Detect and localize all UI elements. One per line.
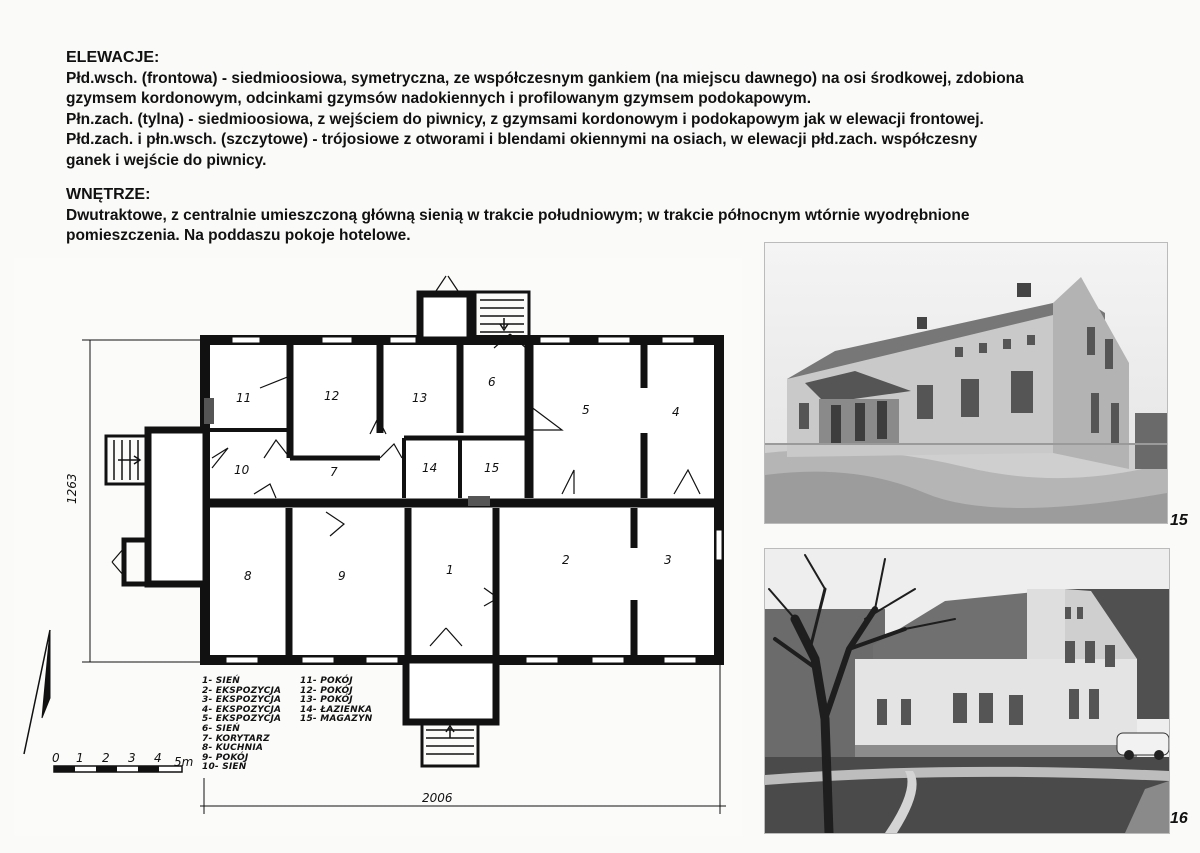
wnetrze-heading: WNĘTRZE:	[66, 186, 151, 203]
room-number: 1	[446, 563, 454, 577]
photo-number: 15	[1170, 512, 1188, 529]
legend-item: 5- EKSPOZYCJA	[202, 714, 282, 725]
legend-item: 15- MAGAZYN	[300, 714, 373, 725]
room-number: 7	[330, 465, 338, 479]
legend-item: 12- POKÓJ	[300, 685, 353, 696]
room-number: 15	[484, 461, 500, 475]
legend-item: 13- POKÓJ	[300, 695, 353, 706]
text-line: Płd.zach. i płn.wsch. (szczytowe) - trójosiowe z otworami i blendami okiennymi na osiach, w elewacji płd.zach. współczesny	[66, 131, 978, 148]
legend-item: 4- EKSPOZYCJA	[202, 704, 282, 715]
room-number: 12	[324, 389, 340, 403]
legend-item: 7- KORYTARZ	[202, 733, 270, 744]
room-number: 14	[422, 461, 438, 475]
description-text	[66, 48, 1126, 247]
legend-item: 14- ŁAZIENKA	[300, 704, 373, 715]
photo-building-rear	[764, 242, 1168, 524]
room-number: 11	[236, 391, 252, 405]
scale-label: 3	[128, 751, 136, 765]
room-number: 2	[562, 553, 570, 567]
room-number: 8	[244, 569, 252, 583]
scale-label: 0	[52, 751, 60, 765]
legend-item: 9- POKÓJ	[202, 752, 249, 763]
room-number: 3	[664, 553, 672, 567]
photo-number: 16	[1170, 810, 1188, 827]
scale-label: 1	[76, 751, 84, 765]
scale-bar	[54, 766, 182, 772]
dimension-horizontal: 2006	[422, 791, 453, 805]
legend-item: 11- POKÓJ	[300, 676, 353, 686]
elewacje-heading: ELEWACJE:	[66, 49, 160, 66]
text-line: Dwutraktowe, z centralnie umieszczoną główną sienią w trakcie południowym; w trakcie północnym wtórnie wyodrębnione	[66, 206, 970, 224]
legend-item: 2- EKSPOZYCJA	[202, 685, 282, 696]
legend-right	[300, 677, 372, 725]
text-line: pomieszczenia. Na poddaszu pokoje hotelowe.	[66, 227, 411, 244]
legend-item: 1- SIEŃ	[202, 676, 241, 686]
room-number: 6	[488, 375, 496, 389]
legend-left	[202, 677, 281, 773]
scale-label: 5m	[174, 755, 194, 769]
legend-item: 3- EKSPOZYCJA	[202, 695, 282, 706]
text-line: Płn.zach. (tylna) - siedmioosiowa, z wejściem do piwnicy, z gzymsami kordonowym i podokapowym jak w elewacji frontowej.	[66, 110, 984, 128]
dimension-vertical: 1263	[65, 473, 79, 504]
floor-plan	[14, 258, 742, 836]
text-line: Płd.wsch. (frontowa) - siedmioosiowa, symetryczna, ze współczesnym gankiem (na miejscu dawnego) na osi środkowej, zdobiona	[66, 69, 1024, 87]
legend-item: 6- SIEŃ	[202, 723, 241, 734]
text-line: ganek i wejście do piwnicy.	[66, 151, 267, 169]
scale-label: 2	[102, 751, 110, 765]
room-number: 10	[234, 463, 250, 477]
legend-item: 8- KUCHNIA	[202, 743, 264, 754]
room-number: 9	[338, 569, 346, 583]
text-line: gzymsem kordonowym, odcinkami gzymsów nadokiennych i profilowanym gzymsem podokapowym.	[66, 90, 812, 107]
room-number: 5	[582, 403, 590, 417]
scale-label: 4	[154, 751, 162, 765]
legend-item: 10- SIEŃ	[202, 762, 247, 773]
room-number: 13	[412, 391, 428, 405]
photo-building-front	[764, 548, 1170, 834]
room-number: 4	[672, 405, 680, 419]
